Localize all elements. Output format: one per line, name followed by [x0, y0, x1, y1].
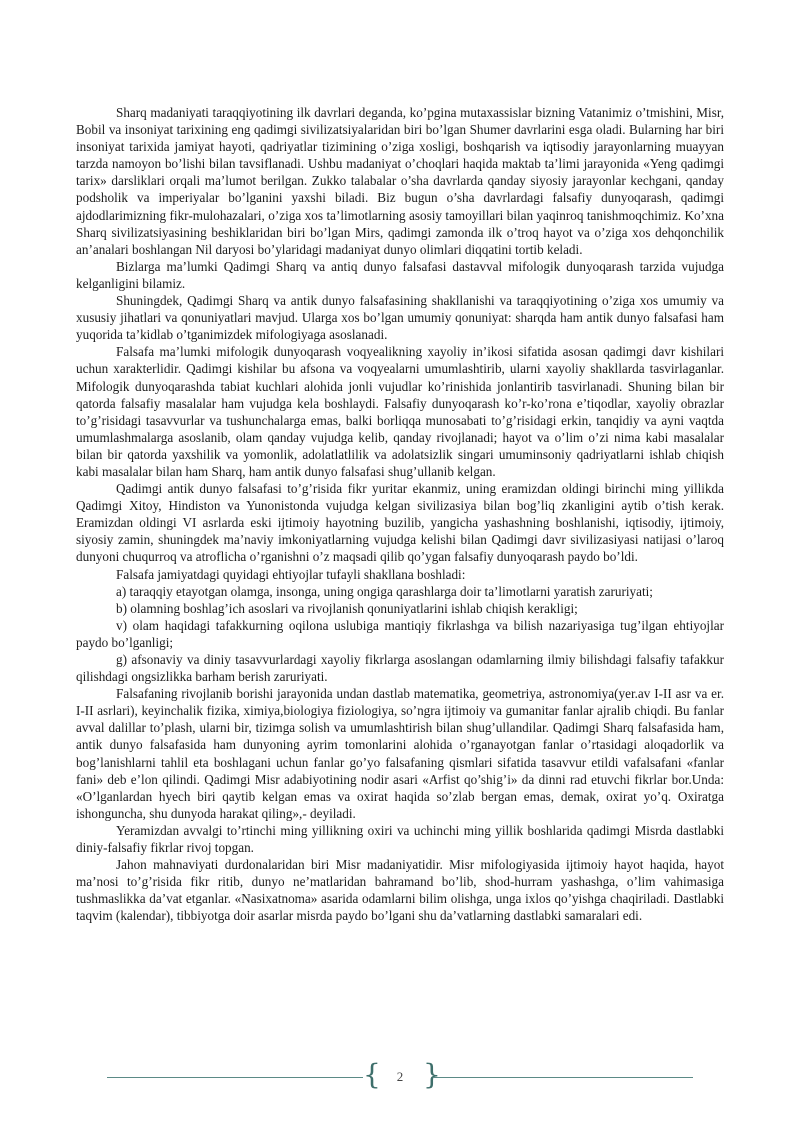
paragraph: Jahon mahnaviyati durdonalaridan biri Misr madaniyatidir. Misr mifologiyasida ijtimoiy hayot haqida, hayot ma’nosi to’g’risida fikr ritib, dunyo ne’matlaridan bahramand bo’lib, shod-hurram yashashga, o’lim vahimasiga tushmaslikka da’vat etganlar. «Nasixatnoma» asarida odamlarni bilim olishga, unga ixlos qo’yishga chaqiriladi. Dastlabki taqvim (kalendar), tibbiyotga doir asarlar misrda paydo bo’lgani shu da’vatlarning dastlabki samaralari edi. [76, 857, 724, 924]
paragraph: Bizlarga ma’lumki Qadimgi Sharq va antiq dunyo falsafasi dastavval mifologik dunyoqarash tarzida vujudga kelganligini bilamiz. [76, 258, 724, 291]
paragraph: Qadimgi antik dunyo falsafasi to’g’risida fikr yuritar ekanmiz, uning eramizdan oldingi birinchi ming yillikda Qadimgi Xitoy, Hindiston va Yunonistonda vujudga kelgan sivilizasiya bilan bog’liq zkanligini aytib o’tish kerak. Eramizdan oldingi VI asrlarda eski ijtimoiy hayotning buzilib, yangicha yashashning boshlanishi, iqtisodiy, ijtimoiy, siyosiy zamin, shuningdek ma’naviy imkoniyatlarning vujudga kelishi bilan Qadimgi davr sivilizasiyasi natijasi o’laroq dunyoni chuqurroq va atroflicha o’rganishni o’z maqsadi qilib qo’ygan falsafiy dunyoqarash paydo bo’ldi. [76, 481, 724, 565]
list-item: b) olamning boshlag’ich asoslari va rivojlanish qonuniyatlarini ishlab chiqish kerakligi; [116, 600, 578, 616]
footer-divider-right [433, 1077, 693, 1078]
page-footer [107, 1058, 693, 1093]
paragraph: Falsafaning rivojlanib borishi jarayonida undan dastlab matematika, geometriya, astronomiya(yer.av I-II asr va er. I-II asrlari), keyinchalik fizika, ximiya,biologiya fiziologiya, so’ngra ijtimoiy va gumanitar fanlar ajralib chiqdi. Bu fanlar avval dalillar to’plash, ularni bir, tizimga solish va umumlashtirish bilan shug’ullandilar. Qadimgi Sharq falsafasida ham, antik dunyo falsafasida ham dunyoning ayrim tomonlarini alohida o’rganayotgan fanlar o’rtasidagi aloqadorlik va bog’lanishlarni tahlil eta boshlagani uchun fanlar go’yo falsafaning qismlari sifatida tasavvur etildi vafalsafani «fanlar fani» deb e’lon qilindi. Qadimgi Misr adabiyotining nodir asari «Arfist qo’shig’i» da dinni rad etuvchi fikrlar bor.Unda: «O’lganlardan hyech biri qaytib kelgan emas va oxirat haqida so’zlab bergan emas, demak, oxirat yo’q. Oxiratga ishonguncha, shu dunyoda harakat qiling»,- deyiladi. [76, 686, 724, 821]
paragraph: Sharq madaniyati taraqqiyotining ilk davrlari deganda, ko’pgina mutaxassislar bizning Vatanimiz o’tmishini, Misr, Bobil va insoniyat tarixining eng qadimgi sivilizatsiyalaridan biri bo’lgan Shumer davrlarini esga oladi. Bularning har biri insoniyat tarixida jamiyat hayoti, qadriyatlar tizimining o’ziga xosligi, boshqarish va iqtisodiy jarayonlarning muayyan tarzda namoyon bo’lishi bilan tavsiflanadi. Ushbu madaniyat o’choqlari haqida maktab ta’limi jarayonida «Yeng qadimgi tarix» darsliklari orqali ma’lumot berilgan. Zukko talabalar o’sha davrlarda qanday siyosiy jarayonlar kechgani, qanday podsholik va imperiyalar bo’lganini yaxshi biladi. Biz bugun o’sha davrlardagi falsafiy dunyoqarash, qadimgi ajdodlarimizning fikr-mulohazalari, o’ziga xos ta’limotlarning asosiy tamoyillari bilan yaqinroq tanishmoqchimiz. Ko’xna Sharq sivilizatsiyasining beshiklaridan biri bo’lgan Mirs, qadimgi zamonda ilk o’troq hayot va o’ziga xos dehqonchilik an’analari boshlangan Nil daryosi bo’ylaridagi madaniyat dunyo olimlari diqqatini tortib keladi. [76, 105, 724, 257]
paragraph: Falsafa jamiyatdagi quyidagi ehtiyojlar tufayli shakllana boshladi: [116, 566, 466, 582]
right-brace-icon: } [423, 1058, 441, 1091]
body-text [76, 104, 724, 925]
left-brace-icon: { [363, 1058, 381, 1091]
page-number: 2 [396, 1069, 404, 1084]
footer-divider-left [107, 1077, 363, 1078]
list-item: g) afsonaviy va diniy tasavvurlardagi xayoliy fikrlarga asoslangan odamlarning ilmiy bilishdagi falsafiy tafakkur qilishdagi ongsizlikka barham berish zaruriyati. [76, 652, 724, 685]
paragraph: Shuningdek, Qadimgi Sharq va antik dunyo falsafasining shakllanishi va taraqqiyotining o’ziga xos umumiy va xususiy jihatlari va qonuniyatlari mavjud. Ularga xos bo’lgan umumiy qonuniyat: sharqda ham antik dunyo falsafasi ham yuqorida ta’kidlab o’tganimizdek mifologiyaga asoslanadi. [76, 293, 724, 343]
list-item: a) taraqqiy etayotgan olamga, insonga, uning ongiga qarashlarga doir ta’limotlarni yaratish zaruriyati; [116, 583, 653, 599]
list-item: v) olam haqidagi tafakkurning oqilona uslubiga mantiqiy fikrlashga va bilish nazariyasiga tug’ilgan ehtiyojlar paydo bo’lganligi; [76, 617, 724, 650]
paragraph: Yeramizdan avvalgi to’rtinchi ming yillikning oxiri va uchinchi ming yillik boshlarida qadimgi Misrda dastlabki diniy-falsafiy fikrlar rivoj topgan. [76, 822, 724, 856]
paragraph: Falsafa ma’lumki mifologik dunyoqarash voqyealikning xayoliy in’ikosi sifatida asosan qadimgi davr kishilari uchun xarakterlidir. Qadimgi kishilar bu afsona va voqyealarni umumlashtirib, ularni xayoliy shakllarda tasvirlaganlar. Mifologik dunyoqarashda tabiat kuchlari alohida jonli vujudlar ko’rinishida jonlantirib tasvirlanadi. Shuning bilan bir qatorda falsafiy masalalar ham vujudga kela boshlaydi. Falsafiy dunyoqarash ko’r-ko’rona e’tiqodlar, xayoliy obrazlar to’g’risidagi tasavvurlar va tushunchalarga emas, balki borliqqa munosabati to’g’risidagi erkin, tanqidiy va ayni vaqtda umumlashmalarga asoslanib, olam qanday vujudga kelib, qanday rivojlanadi; hayot va o’lim o’zi nima kabi masalalar bilan bir qatorda yaxshilik va yomonlik, adolatlatlilik va adolatsizlik singari umuminsoniy qadriyatlarni ishlab chiqish kabi masalalar bilan ham Sharq, ham antik dunyo falsafasi shug’ullanib kelgan. [76, 344, 724, 479]
